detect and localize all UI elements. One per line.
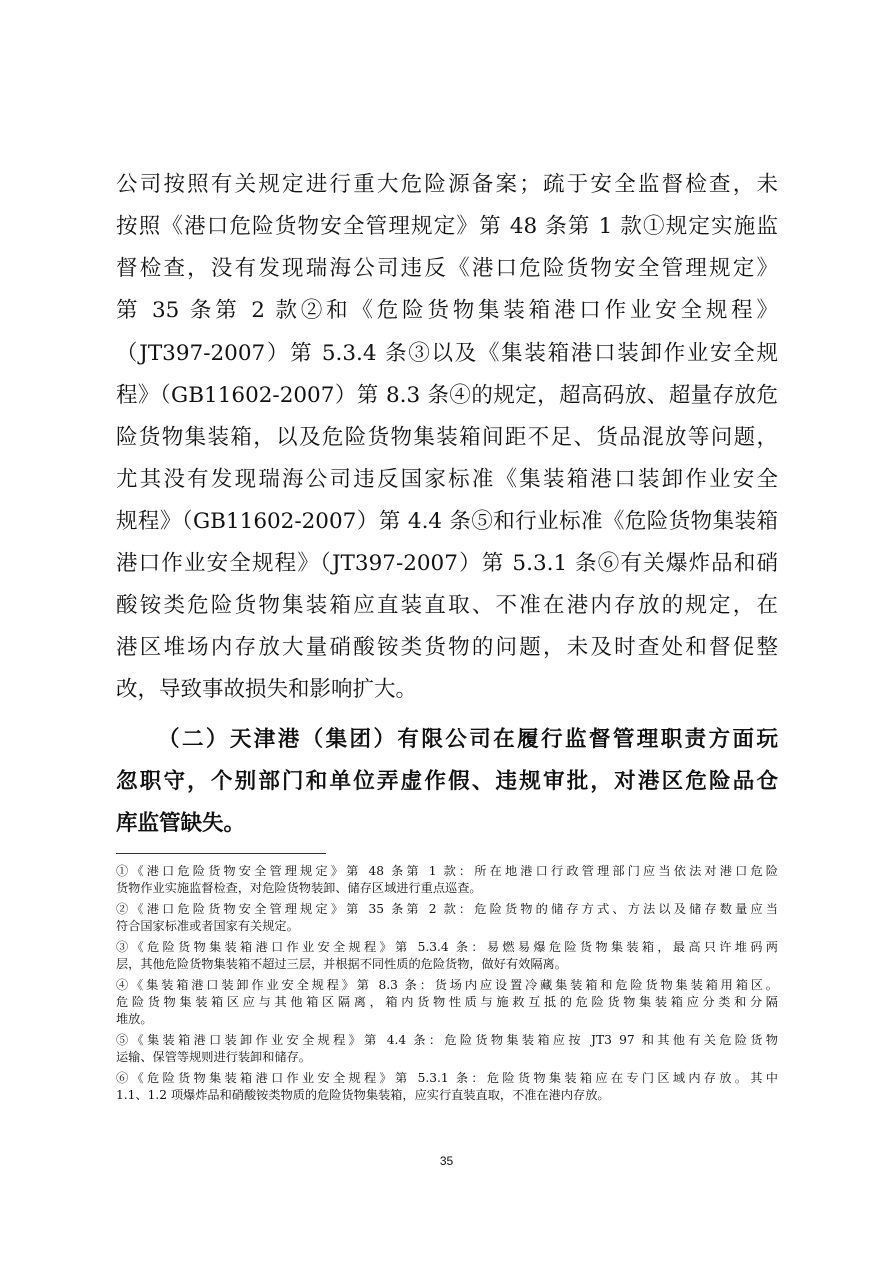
footnote-line: 符合国家标准或者国家有关规定。 — [116, 919, 299, 933]
heading-line: 库监管缺失。 — [116, 811, 246, 836]
body-line: 改，导致事故损失和影响扩大。 — [116, 677, 418, 702]
footnote-line: ⑤《集装箱港口装卸作业安全规程》第 4.4 条：危险货物集装箱应按 JT3 97 和其他有关危险货物 — [116, 1033, 778, 1047]
body-line: 第 35 条第 2 款②和《危险货物集装箱港口作业安全规程》 — [116, 298, 778, 323]
body-line: 酸铵类危险货物集装箱应直装直取、不准在港内存放的规定，在 — [116, 593, 778, 618]
footnote-line: 堆放。 — [116, 1012, 153, 1026]
footnote-line: ⑥《危险货物集装箱港口作业安全规程》第 5.3.1 条：危险货物集装箱应在专门区域内存放。其中 — [116, 1071, 778, 1085]
body-line: 督检查，没有发现瑞海公司违反《港口危险货物安全管理规定》 — [116, 256, 778, 281]
footnote-line: ④《集装箱港口装卸作业安全规程》第 8.3 条：货场内应设置冷藏集装箱和危险货物集装箱用箱区。 — [116, 978, 778, 992]
footnote-line: ①《港口危险货物安全管理规定》第 48 条第 1 款：所在地港口行政管理部门应当依法对港口危险 — [116, 864, 778, 878]
body-line: 规程》（GB11602-2007）第 4.4 条⑤和行业标准《危险货物集装箱 — [116, 509, 778, 534]
footnote-separator — [116, 853, 326, 854]
footnote-line: 货物作业实施监督检查，对危险货物装卸、储存区域进行重点巡查。 — [116, 881, 482, 895]
body-line: 尤其没有发现瑞海公司违反国家标准《集装箱港口装卸作业安全 — [116, 467, 778, 492]
footnote-line: 1.1、1.2 项爆炸品和硝酸铵类物质的危险货物集装箱，应实行直装直取，不准在港内存放。 — [116, 1088, 610, 1102]
body-line: （JT397-2007）第 5.3.4 条③以及《集装箱港口装卸作业安全规 — [116, 341, 778, 366]
body-line: 公司按照有关规定进行重大危险源备案；疏于安全监督检查，未 — [116, 172, 778, 197]
body-line: 险货物集装箱，以及危险货物集装箱间距不足、货品混放等问题， — [116, 425, 778, 450]
body-line: 程》（GB11602-2007）第 8.3 条④的规定，超高码放、超量存放危 — [116, 383, 778, 408]
footnote-line: 危险货物集装箱区应与其他箱区隔离，箱内货物性质与施救互抵的危险货物集装箱应分类和分隔 — [116, 995, 778, 1009]
footnote-line: ②《港口危险货物安全管理规定》第 35 条第 2 款：危险货物的储存方式、方法以及储存数量应当 — [116, 902, 778, 916]
heading-line: （二）天津港（集团）有限公司在履行监督管理职责方面玩 — [158, 727, 778, 752]
body-line: 港口作业安全规程》（JT397-2007）第 5.3.1 条⑥有关爆炸品和硝 — [116, 551, 778, 576]
page-number: 35 — [439, 1154, 454, 1168]
heading-line: 忽职守，个别部门和单位弄虚作假、违规审批，对港区危险品仓 — [116, 769, 778, 794]
footnote-line: ③《危险货物集装箱港口作业安全规程》第 5.3.4 条：易燃易爆危险货物集装箱，最高只许堆码两 — [116, 940, 778, 954]
body-line: 港区堆场内存放大量硝酸铵类货物的问题，未及时查处和督促整 — [116, 635, 778, 660]
body-line: 按照《港口危险货物安全管理规定》第 48 条第 1 款①规定实施监 — [116, 214, 778, 239]
footnote-line: 运输、保管等规则进行装卸和储存。 — [116, 1050, 311, 1064]
footnote-line: 层，其他危险货物集装箱不超过三层，并根据不同性质的危险货物，做好有效隔离。 — [116, 957, 567, 971]
